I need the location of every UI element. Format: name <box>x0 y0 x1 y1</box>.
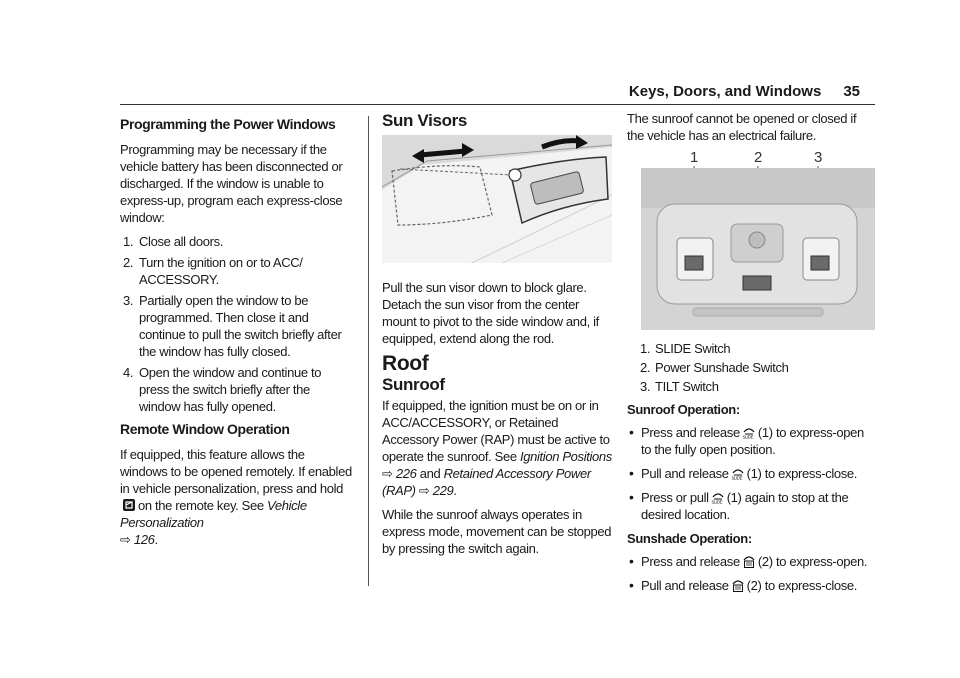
xref-page[interactable]: 126 <box>133 532 155 547</box>
section-title: Keys, Doors, and Windows <box>628 83 822 100</box>
xref-link[interactable]: Vehicle Personalization <box>120 498 307 530</box>
text-run: (2) to express-open. <box>757 554 868 569</box>
text-run: Press or pull <box>641 490 709 505</box>
paragraph: While the sunroof always operates in express mode, movement can be stopped by pressing the switch again. <box>382 507 612 556</box>
running-header <box>629 83 860 100</box>
text-run: on the remote key. See <box>138 498 264 513</box>
sunshade-icon <box>731 578 745 592</box>
list-item <box>627 577 875 594</box>
paragraph <box>382 397 614 499</box>
xref-link[interactable]: Ignition Positions <box>519 449 612 464</box>
step-number: 1. <box>123 234 134 249</box>
punct: . <box>453 483 457 498</box>
callout-1: 1 <box>690 149 698 166</box>
section-heading-programming: Programming the Power Windows <box>120 116 336 132</box>
sunshade-icon <box>742 554 756 568</box>
step-text: Close all doors. <box>139 234 223 249</box>
section-heading-roof: Roof <box>382 352 429 375</box>
item-text: Power Sunshade Switch <box>655 360 789 375</box>
text-run: Pull and release <box>641 466 729 481</box>
window-key-icon <box>122 498 136 512</box>
ref-arrow-icon: ⇨ <box>382 466 393 481</box>
list-item <box>120 233 352 250</box>
step-text: Turn the ignition on or to ACC/ ACCESSORY. <box>139 255 303 287</box>
text-run: and <box>419 466 441 481</box>
page-number: 35 <box>843 83 860 100</box>
text-run: Press and release <box>641 554 740 569</box>
sun-visor-illustration <box>382 135 614 267</box>
item-number: 2. <box>640 360 651 375</box>
list-item <box>120 254 352 288</box>
text-run: (2) to express-close. <box>746 578 858 593</box>
text-run: Press and release <box>641 425 740 440</box>
ref-arrow-icon: ⇨ <box>120 532 131 547</box>
svg-text:SLIDE: SLIDE <box>711 499 722 504</box>
list-item <box>627 465 875 482</box>
sunshade-ops-list <box>627 553 875 594</box>
paragraph: Programming may be necessary if the vehicle battery has been disconnected or discharged. If the window is unable to express-up, program each express-close window: <box>120 142 343 225</box>
list-item <box>627 553 875 570</box>
column-right <box>627 110 875 601</box>
paragraph <box>120 446 352 548</box>
xref-link[interactable]: Retained Accessory Power (RAP) <box>382 466 591 498</box>
step-text: Partially open the window to be programmed. Then close it and continue to pull the switch briefly after the window has fully closed. <box>139 293 342 359</box>
paragraph: The sunroof cannot be opened or closed if the vehicle has an electrical failure. <box>627 111 857 143</box>
text-run: (1) to express-close. <box>746 466 858 481</box>
overhead-console-illustration <box>627 148 875 334</box>
step-number: 3. <box>123 293 134 308</box>
section-heading-remote: Remote Window Operation <box>120 421 290 437</box>
overhead-console-diagram <box>627 148 875 330</box>
callout-2: 2 <box>754 149 762 166</box>
subheading-sunshade-operation: Sunshade Operation: <box>627 531 752 546</box>
list-item <box>627 424 875 458</box>
steps-list <box>120 233 352 415</box>
svg-text:SLIDE: SLIDE <box>742 434 754 439</box>
column-divider <box>368 116 369 586</box>
text-run: If equipped, the ignition must be on or in ACC/ACCESSORY, or Retained Accessory Power (RAP) must be active to operate the sunroof. See <box>382 398 610 464</box>
list-item <box>627 489 875 523</box>
list-item <box>120 364 352 415</box>
xref-page[interactable]: 226 <box>395 466 417 481</box>
list-item <box>637 378 875 395</box>
slide-icon <box>731 466 745 480</box>
step-number: 4. <box>123 365 134 380</box>
text-run: Pull and release <box>641 578 729 593</box>
slide-icon <box>711 490 725 504</box>
text-run: (1) to express-open to the fully open position. <box>641 425 864 457</box>
list-item <box>637 359 875 376</box>
item-number: 1. <box>640 341 651 356</box>
text-run: If equipped, this feature allows the windows to be opened remotely. If enabled in vehicle personalization, press and hold <box>120 447 352 496</box>
item-text: SLIDE Switch <box>655 341 731 356</box>
punct: . <box>154 532 158 547</box>
item-text: TILT Switch <box>655 379 719 394</box>
header-rule <box>120 104 875 105</box>
list-item <box>637 340 875 357</box>
column-left <box>120 110 352 555</box>
subheading-sunroof-operation: Sunroof Operation: <box>627 402 740 417</box>
column-middle <box>382 110 614 564</box>
step-text: Open the window and continue to press the switch briefly after the window has fully opened. <box>139 365 322 414</box>
paragraph: Pull the sun visor down to block glare. Detach the sun visor from the center mount to pivot to the side window and, if equipped, extend along the rod. <box>382 280 599 346</box>
xref-page[interactable]: 229 <box>432 483 454 498</box>
list-item <box>120 292 352 360</box>
section-heading-sun-visors: Sun Visors <box>382 111 467 130</box>
item-number: 3. <box>640 379 651 394</box>
ref-arrow-icon: ⇨ <box>418 483 430 498</box>
section-heading-sunroof: Sunroof <box>382 375 445 394</box>
svg-text:SLIDE: SLIDE <box>731 475 742 480</box>
sun-visor-diagram <box>382 135 612 263</box>
sunroof-ops-list <box>627 424 875 523</box>
text-run: (1) again to stop at the desired location. <box>641 490 849 522</box>
figure-legend <box>637 340 875 395</box>
step-number: 2. <box>123 255 134 270</box>
callout-3: 3 <box>814 149 822 166</box>
slide-icon <box>742 425 756 439</box>
